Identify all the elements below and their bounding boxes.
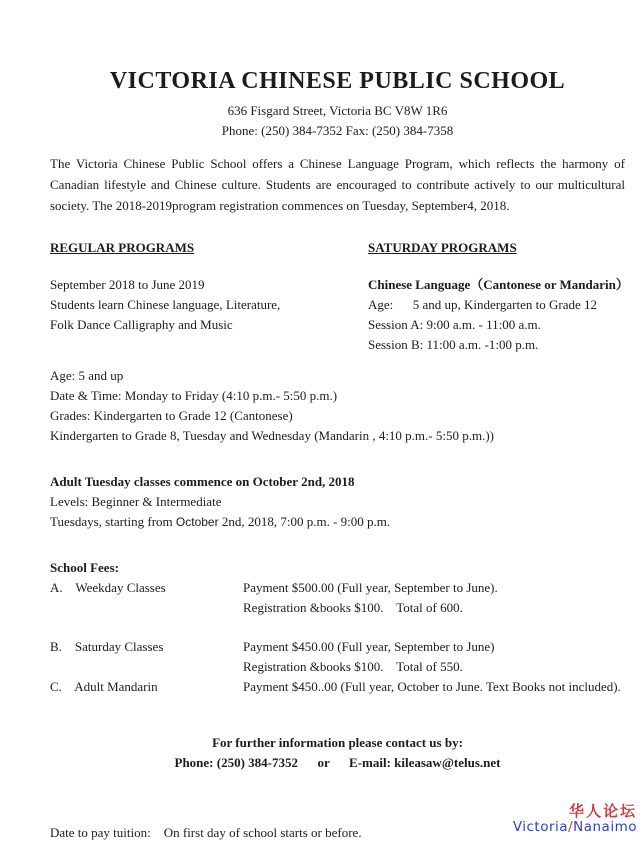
saturday-programs-section [368,238,629,355]
text-line: Folk Dance Calligraphy and Music [50,317,233,332]
fee-line: Payment $500.00 (Full year, September to June). [243,580,498,595]
text-line: Session A: 9:00 a.m. - 11:00 a.m. [368,317,541,332]
regular-programs-section [50,238,368,355]
adult-schedule-month: October [175,515,219,529]
text-line: Kindergarten to Grade 8, Tuesday and Wednesday (Mandarin , 4:10 p.m.- 5:50 p.m.)) [50,428,494,443]
text-line: Grades: Kindergarten to Grade 12 (Cantonese) [50,408,293,423]
fee-label: A. Weekday Classes [50,580,166,595]
school-fees-heading: School Fees: [50,560,119,575]
fee-row-saturday [50,637,625,677]
fee-line: Payment $450.00 (Full year, September to June) [243,639,495,654]
text-line: Age: 5 and up [50,368,124,383]
fee-label: B. Saturday Classes [50,639,164,654]
tuition-note: Date to pay tuition: On first day of school starts or before. [50,825,362,840]
forum-watermark [513,804,637,835]
text-line: Students learn Chinese language, Literature, [50,297,281,312]
spacer [50,618,625,637]
fee-row-weekday [50,578,625,618]
contact-intro-line: For further information please contact us by: [212,735,463,750]
fee-row-adult-mandarin [50,677,625,697]
fee-line: Registration &books $100. Total of 550. [243,659,463,674]
watermark-latin-text [513,820,637,835]
intro-paragraph: The Victoria Chinese Public School offers a Chinese Language Program, which reflects the harmony of Canadian lifestyle and Chinese culture. Students are encouraged to contribute actively to our multicultural society. The 2018-2019program registration commences on Tuesday, September4, 2018. [50,156,625,213]
fee-details [243,677,625,697]
fee-line: Registration &books $100. Total of 600. [243,600,463,615]
watermark-nanaimo: Nanaimo [573,819,637,835]
adult-classes-section [50,472,625,532]
address-line: 636 Fisgard Street, Victoria BC V8W 1R6 [227,103,448,118]
adult-schedule-suffix: 2nd, 2018, 7:00 p.m. - 9:00 p.m. [218,514,391,529]
fee-line: Payment $450..00 (Full year, October to June. Text Books not included). [243,679,621,694]
regular-programs-heading: REGULAR PROGRAMS [50,240,195,255]
contact-section [50,733,625,773]
adult-levels-line: Levels: Beginner & Intermediate [50,494,222,509]
school-fees-section [50,558,625,697]
adult-schedule-line [50,512,625,532]
text-line: Session B: 11:00 a.m. -1:00 p.m. [368,337,539,352]
saturday-programs-heading: SATURDAY PROGRAMS [368,240,517,255]
programs-columns [50,238,629,355]
saturday-programs-lines [368,275,629,355]
watermark-slash: / [568,819,574,835]
phone-fax-line: Phone: (250) 384-7352 Fax: (250) 384-7358 [221,123,454,138]
text-line: September 2018 to June 2019 [50,277,205,292]
adult-schedule-prefix: Tuesdays, starting from [50,514,176,529]
watermark-chinese-text: 华人论坛 [568,802,637,820]
regular-programs-details [50,366,625,446]
text-line: Date & Time: Monday to Friday (4:10 p.m.- 5:50 p.m.) [50,388,338,403]
text-line: Age: 5 and up, Kindergarten to Grade 12 [368,297,598,312]
fee-details [243,637,625,677]
contact-phone-email-line: Phone: (250) 384-7352 or E-mail: kileasaw@telus.net [174,755,501,770]
saturday-subheading: Chinese Language（Cantonese or Mandarin） [368,277,629,292]
fee-label: C. Adult Mandarin [50,679,158,694]
regular-programs-lines [50,275,368,335]
fee-details [243,578,625,618]
adult-classes-heading: Adult Tuesday classes commence on October 2nd, 2018 [50,474,355,489]
page-title: VICTORIA CHINESE PUBLIC SCHOOL [109,68,566,94]
watermark-victoria: Victoria [512,819,569,835]
